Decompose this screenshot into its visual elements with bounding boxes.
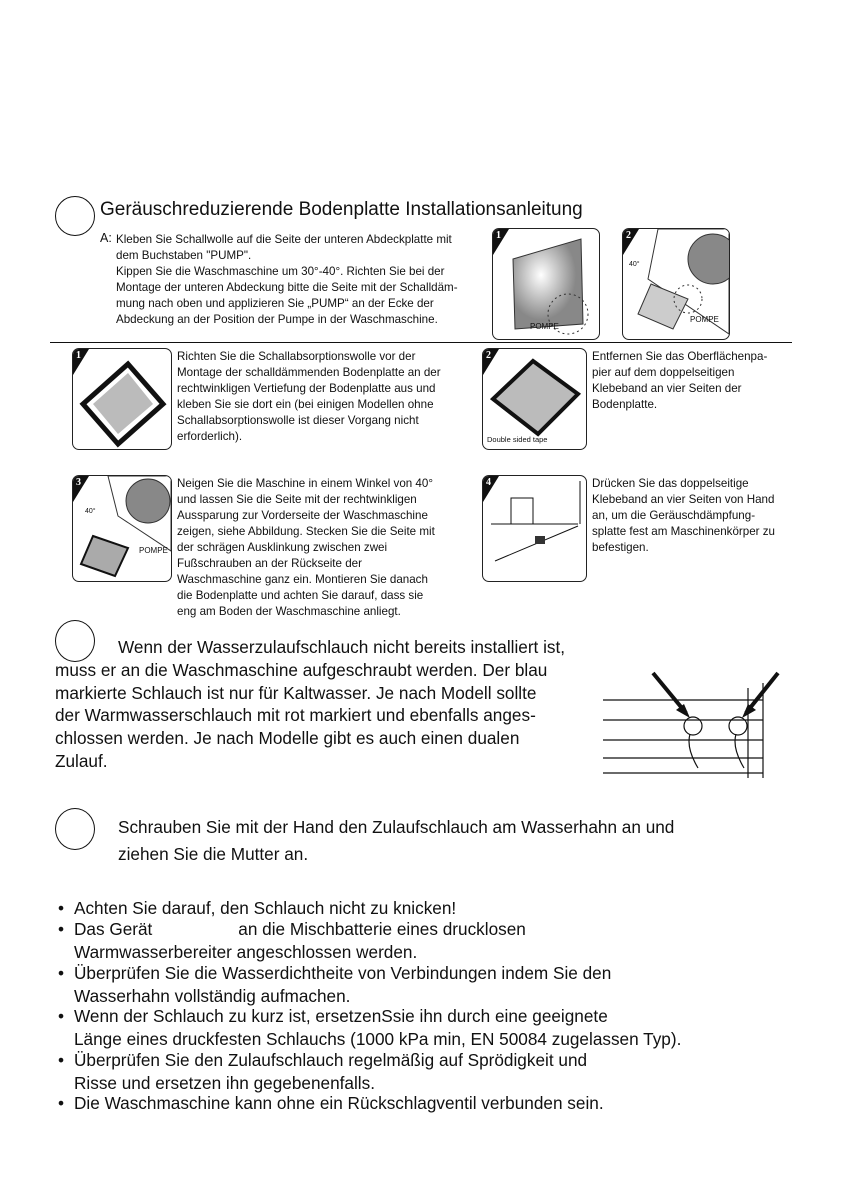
step-2-text: Entfernen Sie das Oberflächenpa- pier auf dem doppelseitigen Klebeband an vier Seiten der Bodenplatte. <box>592 350 768 411</box>
step-a-label: A: <box>100 231 112 245</box>
tape-caption: Double sided tape <box>487 435 548 444</box>
step-a-text: Kleben Sie Schallwolle auf die Seite der unteren Abdeckplatte mit dem Buchstaben "PUMP". Kippen Sie die Waschmaschine um 30°-40°. Richten Sie bei der Montage der unteren Abdeckung bitte die Seite mit der Schalldäm- mung nach oben und applizieren Sie „PUMP“ an der Ecke der Abdeckung an der Position der Pumpe in der Waschmaschine. <box>116 233 458 326</box>
section-number-circle <box>55 808 95 850</box>
step-4-text: Drücken Sie das doppelseitige Klebeband an vier Seiten von Hand an, um die Geräuschdämpfung- splatte fest am Maschinenkörper zu befestigen. <box>592 477 776 554</box>
figure-inlet-valves <box>598 668 792 780</box>
tap-connection-text: Schrauben Sie mit der Hand den Zulaufschlauch am Wasserhahn an und ziehen Sie die Mutter an. <box>118 817 675 864</box>
figure-tilt-machine: 2 40° POMPE <box>622 228 730 340</box>
divider <box>50 342 792 343</box>
figure-step-3: 3 40° POMPE <box>72 475 172 582</box>
figure-step-2: 2 Double sided tape <box>482 348 587 450</box>
section-title: Geräuschreduzierende Bodenplatte Installationsanleitung <box>100 199 583 220</box>
figure-step-4: 4 <box>482 475 587 582</box>
step-3-text: Neigen Sie die Maschine in einem Winkel von 40° und lassen Sie die Seite mit der rechtwinkligen Aussparung zur Vorderseite der Waschmaschine zeigen, siehe Abbildung. Stecken Sie die Seite mit der schrägen Ausklinkung zwischen zwei Fußschrauben an der Rückseite der Waschmaschine ganz ein. Montieren Sie danach die Bodenplatte und achten Sie darauf, dass sie eng am Boden der Waschmaschine anliegt. <box>177 477 435 618</box>
pompe-label: POMPE <box>530 322 559 331</box>
figure-pump-cover: 1 POMPE <box>492 228 600 340</box>
section-number-circle <box>55 196 95 236</box>
step-1-text: Richten Sie die Schallabsorptionswolle vor der Montage der schalldämmenden Bodenplatte an der rechtwinkligen Vertiefung der Bodenplatte aus und kleben Sie sie dort ein (bei einigen Modellen ohne Schallabsorptionswolle ist dieser Vorgang nicht erforderlich). <box>177 350 441 443</box>
pompe-label: POMPE <box>139 546 168 555</box>
inlet-hose-text: Wenn der Wasserzulaufschlauch nicht bereits installiert ist, muss er an die Waschmaschine aufgeschraubt werden. Der blau markierte Schlauch ist nur für Kaltwasser. Je nach Modell sollte der Warmwasserschlauch mit rot markiert und ebenfalls anges- chlossen werden. Je nach Modelle gibt es auch einen dualen Zulauf. <box>55 637 566 771</box>
figure-step-1: 1 <box>72 348 172 450</box>
pompe-label: POMPE <box>690 315 719 324</box>
